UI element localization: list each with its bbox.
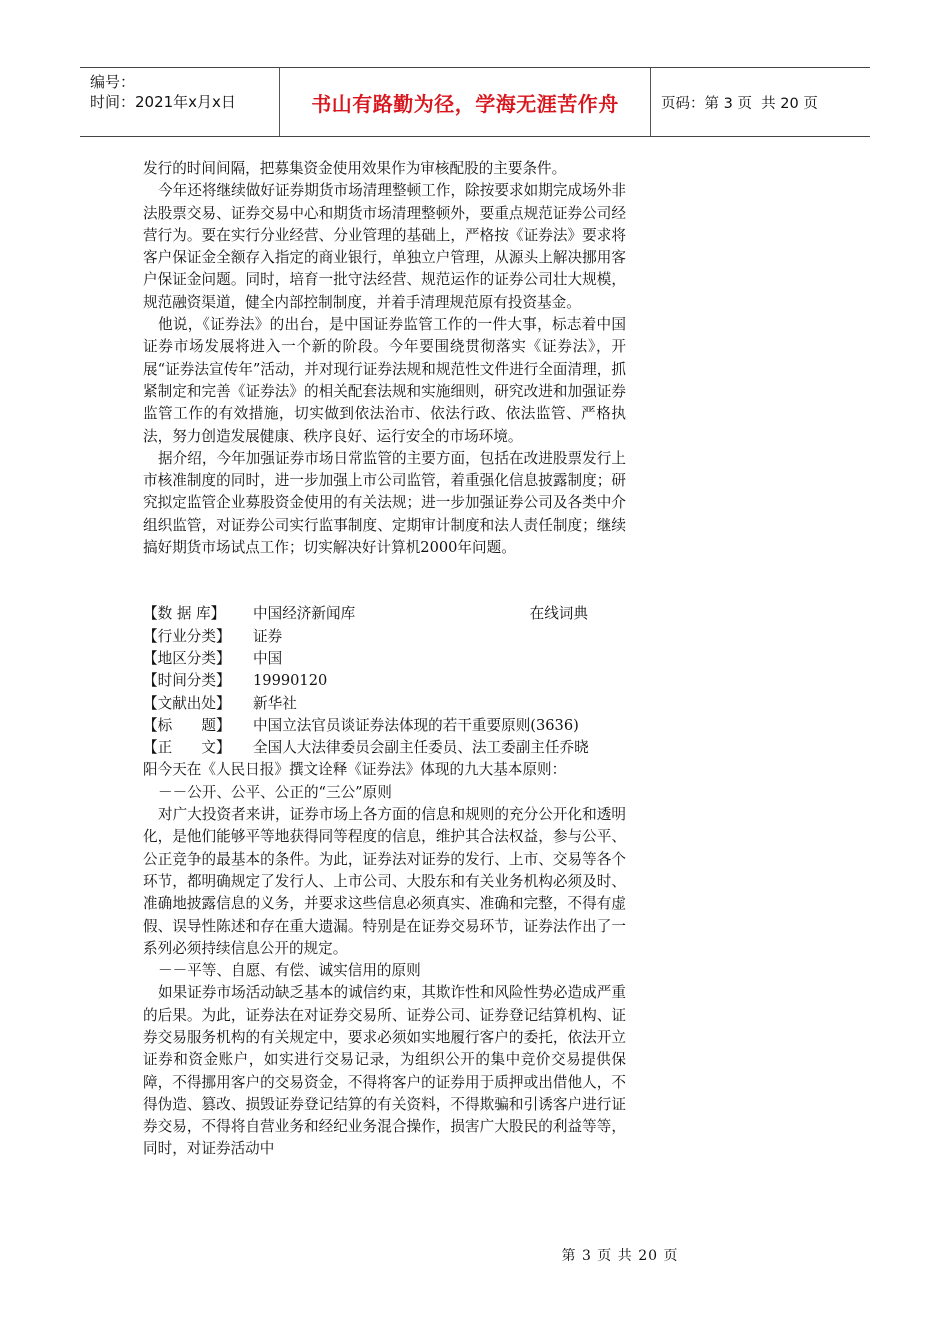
meta-row-date — [143, 670, 626, 692]
document-header — [80, 67, 870, 137]
document-number-label: 编号： — [90, 73, 136, 91]
article-paragraph: 对广大投资者来讲，证券市场上各方面的信息和规则的充分公开化和透明化，是他们能够平等地获得同等程度的信息，维护其合法权益，参与公平、公正竞争的最基本的条件。为此，证券法对证券的发行、上市、交易等各个环节，都明确规定了发行人、上市公司、大股东和有关业务机构必须及时、准确地披露信息的义务，并要求这些信息必须真实、准确和完整，不得有虚假、误导性陈述和存在重大遗漏。特别是在证券交易环节，证券法作出了一系列必须持续信息公开的规定。 — [143, 806, 626, 957]
meta-value: 全国人大法律委员会副主任委员、法工委副主任乔晓 — [253, 739, 589, 757]
meta-key: 【标 题】 — [143, 716, 231, 734]
metadata-block — [143, 603, 626, 759]
meta-value: 新华社 — [253, 694, 297, 712]
meta-row-region — [143, 648, 626, 670]
meta-value: 中国经济新闻库 — [253, 605, 356, 623]
meta-row-database — [143, 603, 626, 625]
meta-value: 中国立法官员谈证券法体现的若干重要原则(3636) — [253, 716, 579, 734]
page-footer: 第 3 页 共 20 页 — [561, 1248, 679, 1264]
section-heading: －－平等、自愿、有偿、诚实信用的原则 — [158, 962, 421, 980]
online-dictionary-label: 在线词典 — [529, 605, 588, 623]
meta-row-source — [143, 693, 626, 715]
document-body — [143, 158, 626, 1161]
header-page-label: 页码：第 3 页 共 20 页 — [661, 95, 818, 112]
meta-row-body — [143, 737, 626, 759]
article-paragraph: 阳今天在《人民日报》撰文诠释《证券法》体现的九大基本原则： — [143, 761, 567, 779]
article-paragraph: 如果证券市场活动缺乏基本的诚信约束，其欺诈性和风险性势必造成严重的后果。为此，证券法在对证券交易所、证券公司、证券登记结算机构、证券交易服务机构的有关规定中，要求必须如实地履行客户的委托，依法开立证券和资金账户，如实进行交易记录，为组织公开的集中竞价交易提供保障，不得挪用客户的交易资金，不得将客户的证券用于质押或出借他人，不得伪造、篡改、损毁证券登记结算的有关资料，不得欺骗和引诱客户进行证券交易，不得将自营业务和经纪业务混合操作，损害广大股民的利益等等，同时，对证券活动中 — [143, 984, 626, 1158]
paragraph: 他说，《证券法》的出台，是中国证券监管工作的一件大事，标志着中国证券市场发展将进入一个新的阶段。今年要围绕贯彻落实《证券法》，开展“证券法宣传年”活动，并对现行证券法规和规范性文件进行全面清理，抓紧制定和完善《证券法》的相关配套法规和实施细则，研究改进和加强证券监管工作的有效措施，切实做到依法治市、依法行政、依法监管、严格执法，努力创造发展健康、秩序良好、运行安全的市场环境。 — [143, 316, 626, 445]
meta-key: 【文献出处】 — [143, 694, 231, 712]
meta-row-title — [143, 715, 626, 737]
paragraph: 今年还将继续做好证券期货市场清理整顿工作，除按要求如期完成场外非法股票交易、证券交易中心和期货市场清理整顿外，要重点规范证券公司经营行为。要在实行分业经营、分业管理的基础上，严格按《证券法》要求将客户保证金全额存入指定的商业银行，单独立户管理，从源头上解决挪用客户保证金问题。同时，培育一批守法经营、规范运作的证券公司壮大规模，规范融资渠道，健全内部控制制度，并着手清理规范原有投资基金。 — [143, 182, 626, 311]
document-time-label: 时间：2021年x月x日 — [90, 93, 236, 111]
meta-value: 中国 — [253, 649, 283, 667]
header-info-cell — [80, 68, 280, 136]
paragraph: 据介绍，今年加强证券市场日常监管的主要方面，包括在改进股票发行上市核准制度的同时，进一步加强上市公司监管，着重强化信息披露制度；研究拟定监管企业募股资金使用的有关法规；进一步加强证券公司及各类中介组织监管，对证券公司实行监事制度、定期审计制度和法人责任制度；继续搞好期货市场试点工作；切实解决好计算机2000年问题。 — [143, 449, 626, 557]
meta-value: 19990120 — [253, 672, 328, 690]
spacer — [143, 559, 626, 603]
meta-row-industry — [143, 626, 626, 648]
meta-key: 【地区分类】 — [143, 649, 231, 667]
paragraph: 发行的时间间隔，把募集资金使用效果作为审核配股的主要条件。 — [143, 160, 567, 177]
meta-key: 【数 据 库】 — [143, 605, 226, 623]
meta-key: 【正 文】 — [143, 739, 231, 757]
header-page-cell — [651, 68, 870, 136]
meta-key: 【时间分类】 — [143, 672, 231, 690]
meta-value: 证券 — [253, 627, 283, 645]
header-motto: 书山有路勤为径，学海无涯苦作舟 — [280, 68, 651, 136]
meta-key: 【行业分类】 — [143, 627, 231, 645]
section-heading: －－公开、公平、公正的“三公”原则 — [158, 783, 392, 801]
